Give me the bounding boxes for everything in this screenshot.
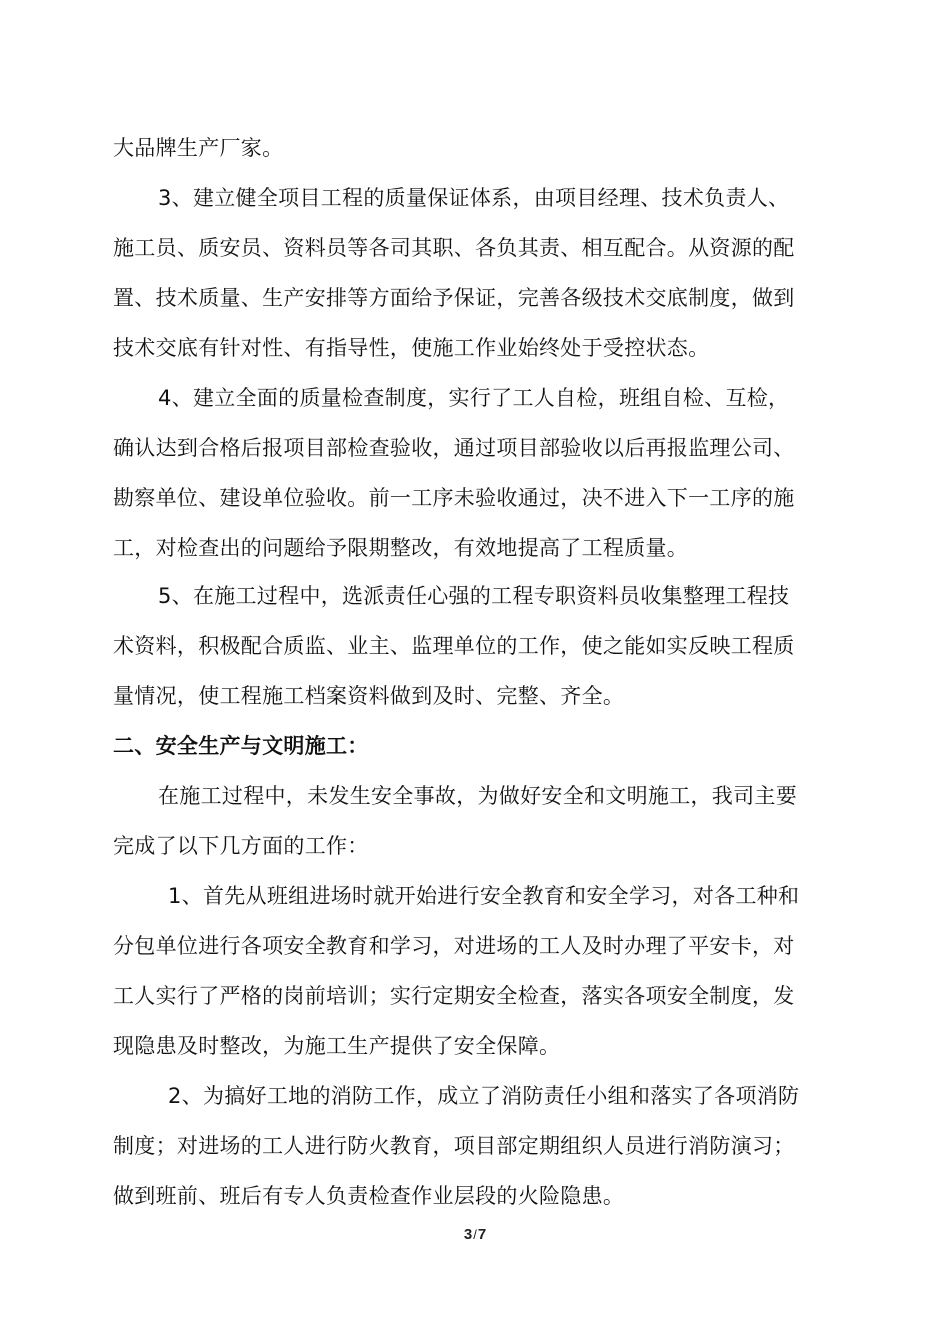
- paragraph-line: 量情况，使工程施工档案资料做到及时、完整、齐全。: [113, 684, 625, 708]
- page-number: [0, 1226, 950, 1243]
- section-heading: 二、安全生产与文明施工：: [113, 734, 369, 758]
- paragraph-line: 在施工过程中，未发生安全事故，为做好安全和文明施工，我司主要: [158, 784, 797, 808]
- paragraph-line: 制度；对进场的工人进行防火教育，项目部定期组织人员进行消防演习；: [113, 1134, 795, 1158]
- paragraph-line: 分包单位进行各项安全教育和学习，对进场的工人及时办理了平安卡，对: [113, 934, 795, 958]
- paragraph-line: 完成了以下几方面的工作：: [113, 834, 369, 858]
- paragraph-line: 工，对检查出的问题给予限期整改，有效地提高了工程质量。: [113, 536, 689, 560]
- paragraph-line: 术资料，积极配合质监、业主、监理单位的工作，使之能如实反映工程质: [113, 634, 795, 658]
- paragraph-line: 1、首先从班组进场时就开始进行安全教育和安全学习，对各工种和: [168, 884, 800, 908]
- total-pages: 7: [477, 1226, 487, 1243]
- paragraph-line: 5、在施工过程中，选派责任心强的工程专职资料员收集整理工程技: [158, 584, 790, 608]
- paragraph-line: 3、建立健全项目工程的质量保证体系，由项目经理、技术负责人、: [158, 186, 790, 210]
- paragraph-line: 勘察单位、建设单位验收。前一工序未验收通过，决不进入下一工序的施: [113, 486, 795, 510]
- paragraph-line: 4、建立全面的质量检查制度，实行了工人自检，班组自检、互检，: [158, 386, 790, 410]
- paragraph-line: 做到班前、班后有专人负责检查作业层段的火险隐患。: [113, 1184, 625, 1208]
- paragraph-line: 现隐患及时整改，为施工生产提供了安全保障。: [113, 1034, 561, 1058]
- paragraph-line: 技术交底有针对性、有指导性，使施工作业始终处于受控状态。: [113, 336, 710, 360]
- current-page: 3: [463, 1226, 473, 1243]
- paragraph-line: 大品牌生产厂家。: [113, 136, 284, 160]
- page-separator: /: [473, 1227, 477, 1242]
- paragraph-line: 2、为搞好工地的消防工作，成立了消防责任小组和落实了各项消防: [168, 1084, 800, 1108]
- paragraph-line: 工人实行了严格的岗前培训；实行定期安全检查，落实各项安全制度，发: [113, 984, 795, 1008]
- paragraph-line: 施工员、质安员、资料员等各司其职、各负其责、相互配合。从资源的配: [113, 236, 795, 260]
- paragraph-line: 确认达到合格后报项目部检查验收，通过项目部验收以后再报监理公司、: [113, 436, 795, 460]
- paragraph-line: 置、技术质量、生产安排等方面给予保证，完善各级技术交底制度，做到: [113, 286, 795, 310]
